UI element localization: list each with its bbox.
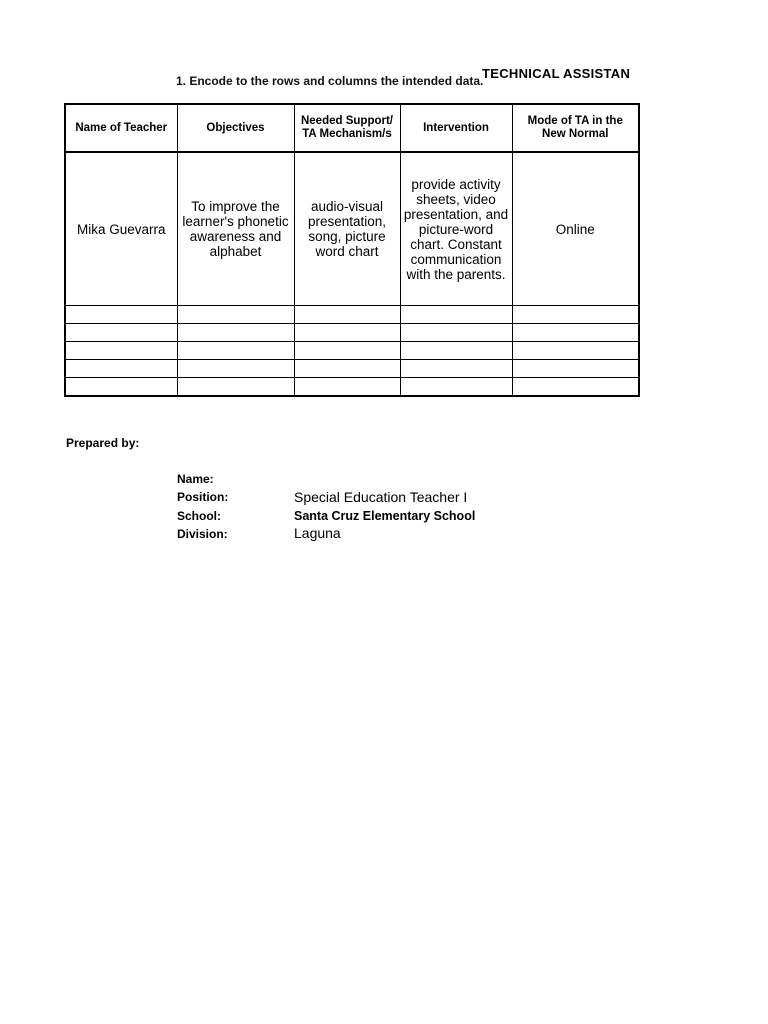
teacher-name-cell: Mika Guevarra <box>65 152 177 306</box>
division-label: Division: <box>177 527 228 541</box>
support-cell: audio-visual presentation, song, picture word chart <box>294 152 400 306</box>
table-header-row <box>65 104 639 152</box>
page-title: TECHNICAL ASSISTAN <box>482 66 631 81</box>
instruction-text: 1. Encode to the rows and columns the intended data. <box>176 74 484 86</box>
header-mode-of-ta: Mode of TA in the New Normal <box>512 104 639 152</box>
header-objectives: Objectives <box>177 104 294 152</box>
table-row <box>65 152 639 306</box>
school-value: Santa Cruz Elementary School <box>294 509 476 523</box>
empty-table-row <box>65 360 639 378</box>
empty-table-row <box>65 378 639 397</box>
empty-table-row <box>65 306 639 324</box>
header-intervention: Intervention <box>400 104 512 152</box>
position-label: Position: <box>177 490 229 504</box>
division-value: Laguna <box>294 525 341 541</box>
prepared-by-label: Prepared by: <box>66 436 140 450</box>
header-needed-support: Needed Support/ TA Mechanism/s <box>294 104 400 152</box>
school-label: School: <box>177 509 221 523</box>
header-name-of-teacher: Name of Teacher <box>65 104 177 152</box>
name-label: Name: <box>177 472 214 486</box>
empty-table-row <box>65 324 639 342</box>
position-value: Special Education Teacher I <box>294 489 468 505</box>
intervention-cell: provide activity sheets, video presentation, and picture-word chart. Constant communication with the parents. <box>400 152 512 306</box>
mode-cell: Online <box>512 152 639 306</box>
instruction-line <box>176 70 506 86</box>
objectives-cell: To improve the learner's phonetic awareness and alphabet <box>177 152 294 306</box>
empty-table-row <box>65 342 639 360</box>
technical-assistance-table <box>64 103 640 397</box>
